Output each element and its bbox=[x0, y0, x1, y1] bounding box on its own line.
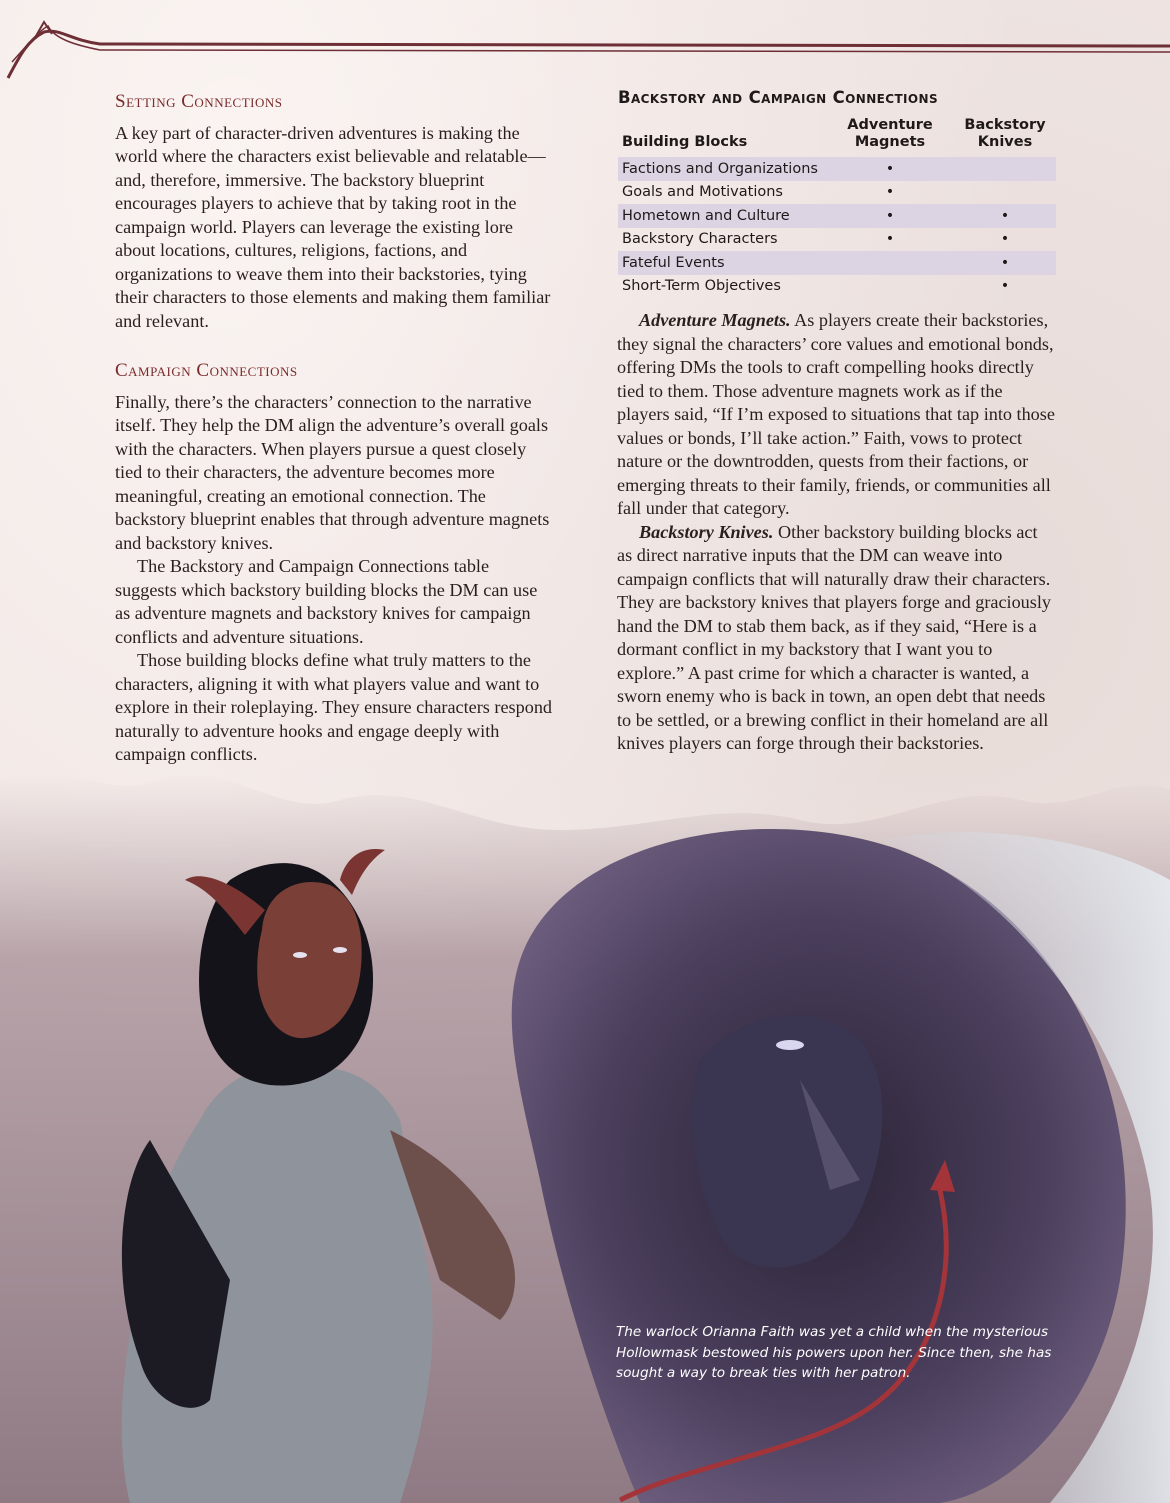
row-block: Fateful Events bbox=[618, 251, 826, 275]
table-row bbox=[618, 251, 1056, 275]
illustration-caption: The warlock Orianna Faith was yet a child when the mysterious Hollowmask bestowed his powers upon her. Since then, she has sought a way to break ties with her patron. bbox=[616, 1324, 1052, 1381]
row-magnet-mark bbox=[826, 275, 954, 299]
table-header-row bbox=[618, 114, 1056, 157]
backstory-knives-text: Other backstory building blocks act as direct narrative inputs that the DM can weave into campaign conflicts that will naturally draw their characters. They are backstory knives that players forge and graciously hand the DM to stab them back, as if they said, “Here is a dormant conflict in my backstory that I want you to explore.” A past crime for which a character is wanted, a sworn enemy who is back in town, an open debt that needs to be settled, or a brewing conflict in their homeland are all knives players can forge through their backstories. bbox=[617, 521, 1051, 753]
illustration-warlock-and-patron bbox=[0, 760, 1170, 1503]
row-block: Short-Term Objectives bbox=[622, 278, 781, 295]
adventure-magnets-paragraph bbox=[617, 309, 1057, 521]
header-backstory-knives: Backstory Knives bbox=[964, 117, 1046, 150]
adventure-magnets-text: As players create their backstories, they signal the characters’ core values and emotional bonds, offering DMs the tools to craft compelling hooks directly tied to them. Those adventure magnets work as if the players said, “If I’m exposed to situations that tap into those values or bonds, I’ll take action.” Faith, vows to protect nature or the downtrodden, quests from their factions, or emerging threats to their family, friends, or communities all fall under that category. bbox=[617, 310, 1055, 518]
backstory-knives-lead: Backstory Knives. bbox=[639, 521, 774, 542]
header-adventure-magnets: Adventure Magnets bbox=[847, 117, 933, 150]
row-knife-mark bbox=[954, 157, 1056, 181]
campaign-paragraph-1: Finally, there’s the characters’ connection to the narrative itself. They help the DM align the adventure’s overall goals with the characters. When players pursue a quest closely tied to their characters, the adventure becomes more meaningful, creating an emotional connection. The backstory blueprint enables that through adventure magnets and backstory knives. bbox=[115, 391, 550, 553]
row-knife-mark bbox=[954, 181, 1056, 205]
row-magnet-mark: • bbox=[885, 231, 895, 248]
row-block: Factions and Organizations bbox=[618, 157, 826, 181]
row-magnet-mark: • bbox=[885, 184, 895, 201]
page-border-ornament bbox=[0, 0, 1170, 90]
table-row bbox=[618, 181, 1056, 205]
table-title: Backstory and Campaign Connections bbox=[618, 88, 939, 107]
table-row bbox=[618, 228, 1056, 252]
row-magnet-mark bbox=[826, 251, 954, 275]
left-column bbox=[115, 90, 555, 767]
row-knife-mark: • bbox=[954, 204, 1056, 228]
right-column bbox=[617, 309, 1057, 756]
connections-table bbox=[618, 114, 1056, 298]
table-row bbox=[618, 157, 1056, 181]
row-magnet-mark: • bbox=[826, 204, 954, 228]
row-block: Goals and Motivations bbox=[622, 184, 783, 201]
setting-connections-heading: Setting Connections bbox=[115, 91, 283, 112]
row-knife-mark: • bbox=[954, 251, 1056, 275]
campaign-paragraph-2: The Backstory and Campaign Connections table suggests which backstory building blocks the DM can use as adventure magnets and backstory knives for campaign conflicts and adventure situations. bbox=[115, 556, 538, 647]
table-row bbox=[618, 204, 1056, 228]
row-knife-mark: • bbox=[1000, 231, 1010, 248]
campaign-paragraph-3: Those building blocks define what truly matters to the characters, aligning it with what players value and want to explore in their roleplaying. They ensure characters respond naturally to adventure hooks and engage deeply with campaign conflicts. bbox=[115, 650, 553, 764]
table-row bbox=[618, 275, 1056, 299]
header-building-blocks: Building Blocks bbox=[622, 134, 748, 150]
row-knife-mark: • bbox=[1000, 278, 1010, 295]
backstory-knives-paragraph bbox=[617, 521, 1057, 756]
row-magnet-mark: • bbox=[826, 157, 954, 181]
setting-paragraph: A key part of character-driven adventures is making the world where the characters exist believable and relatable—and, therefore, immersive. The backstory blueprint encourages players to achieve that by taking root in the campaign world. Players can leverage the existing lore about locations, cultures, religions, factions, and organizations to weave them into their backstories, tying their characters to those elements and making them familiar and relevant. bbox=[115, 122, 551, 331]
row-block: Hometown and Culture bbox=[618, 204, 826, 228]
row-block: Backstory Characters bbox=[622, 231, 778, 248]
adventure-magnets-lead: Adventure Magnets. bbox=[639, 310, 791, 330]
campaign-connections-heading: Campaign Connections bbox=[115, 360, 298, 381]
